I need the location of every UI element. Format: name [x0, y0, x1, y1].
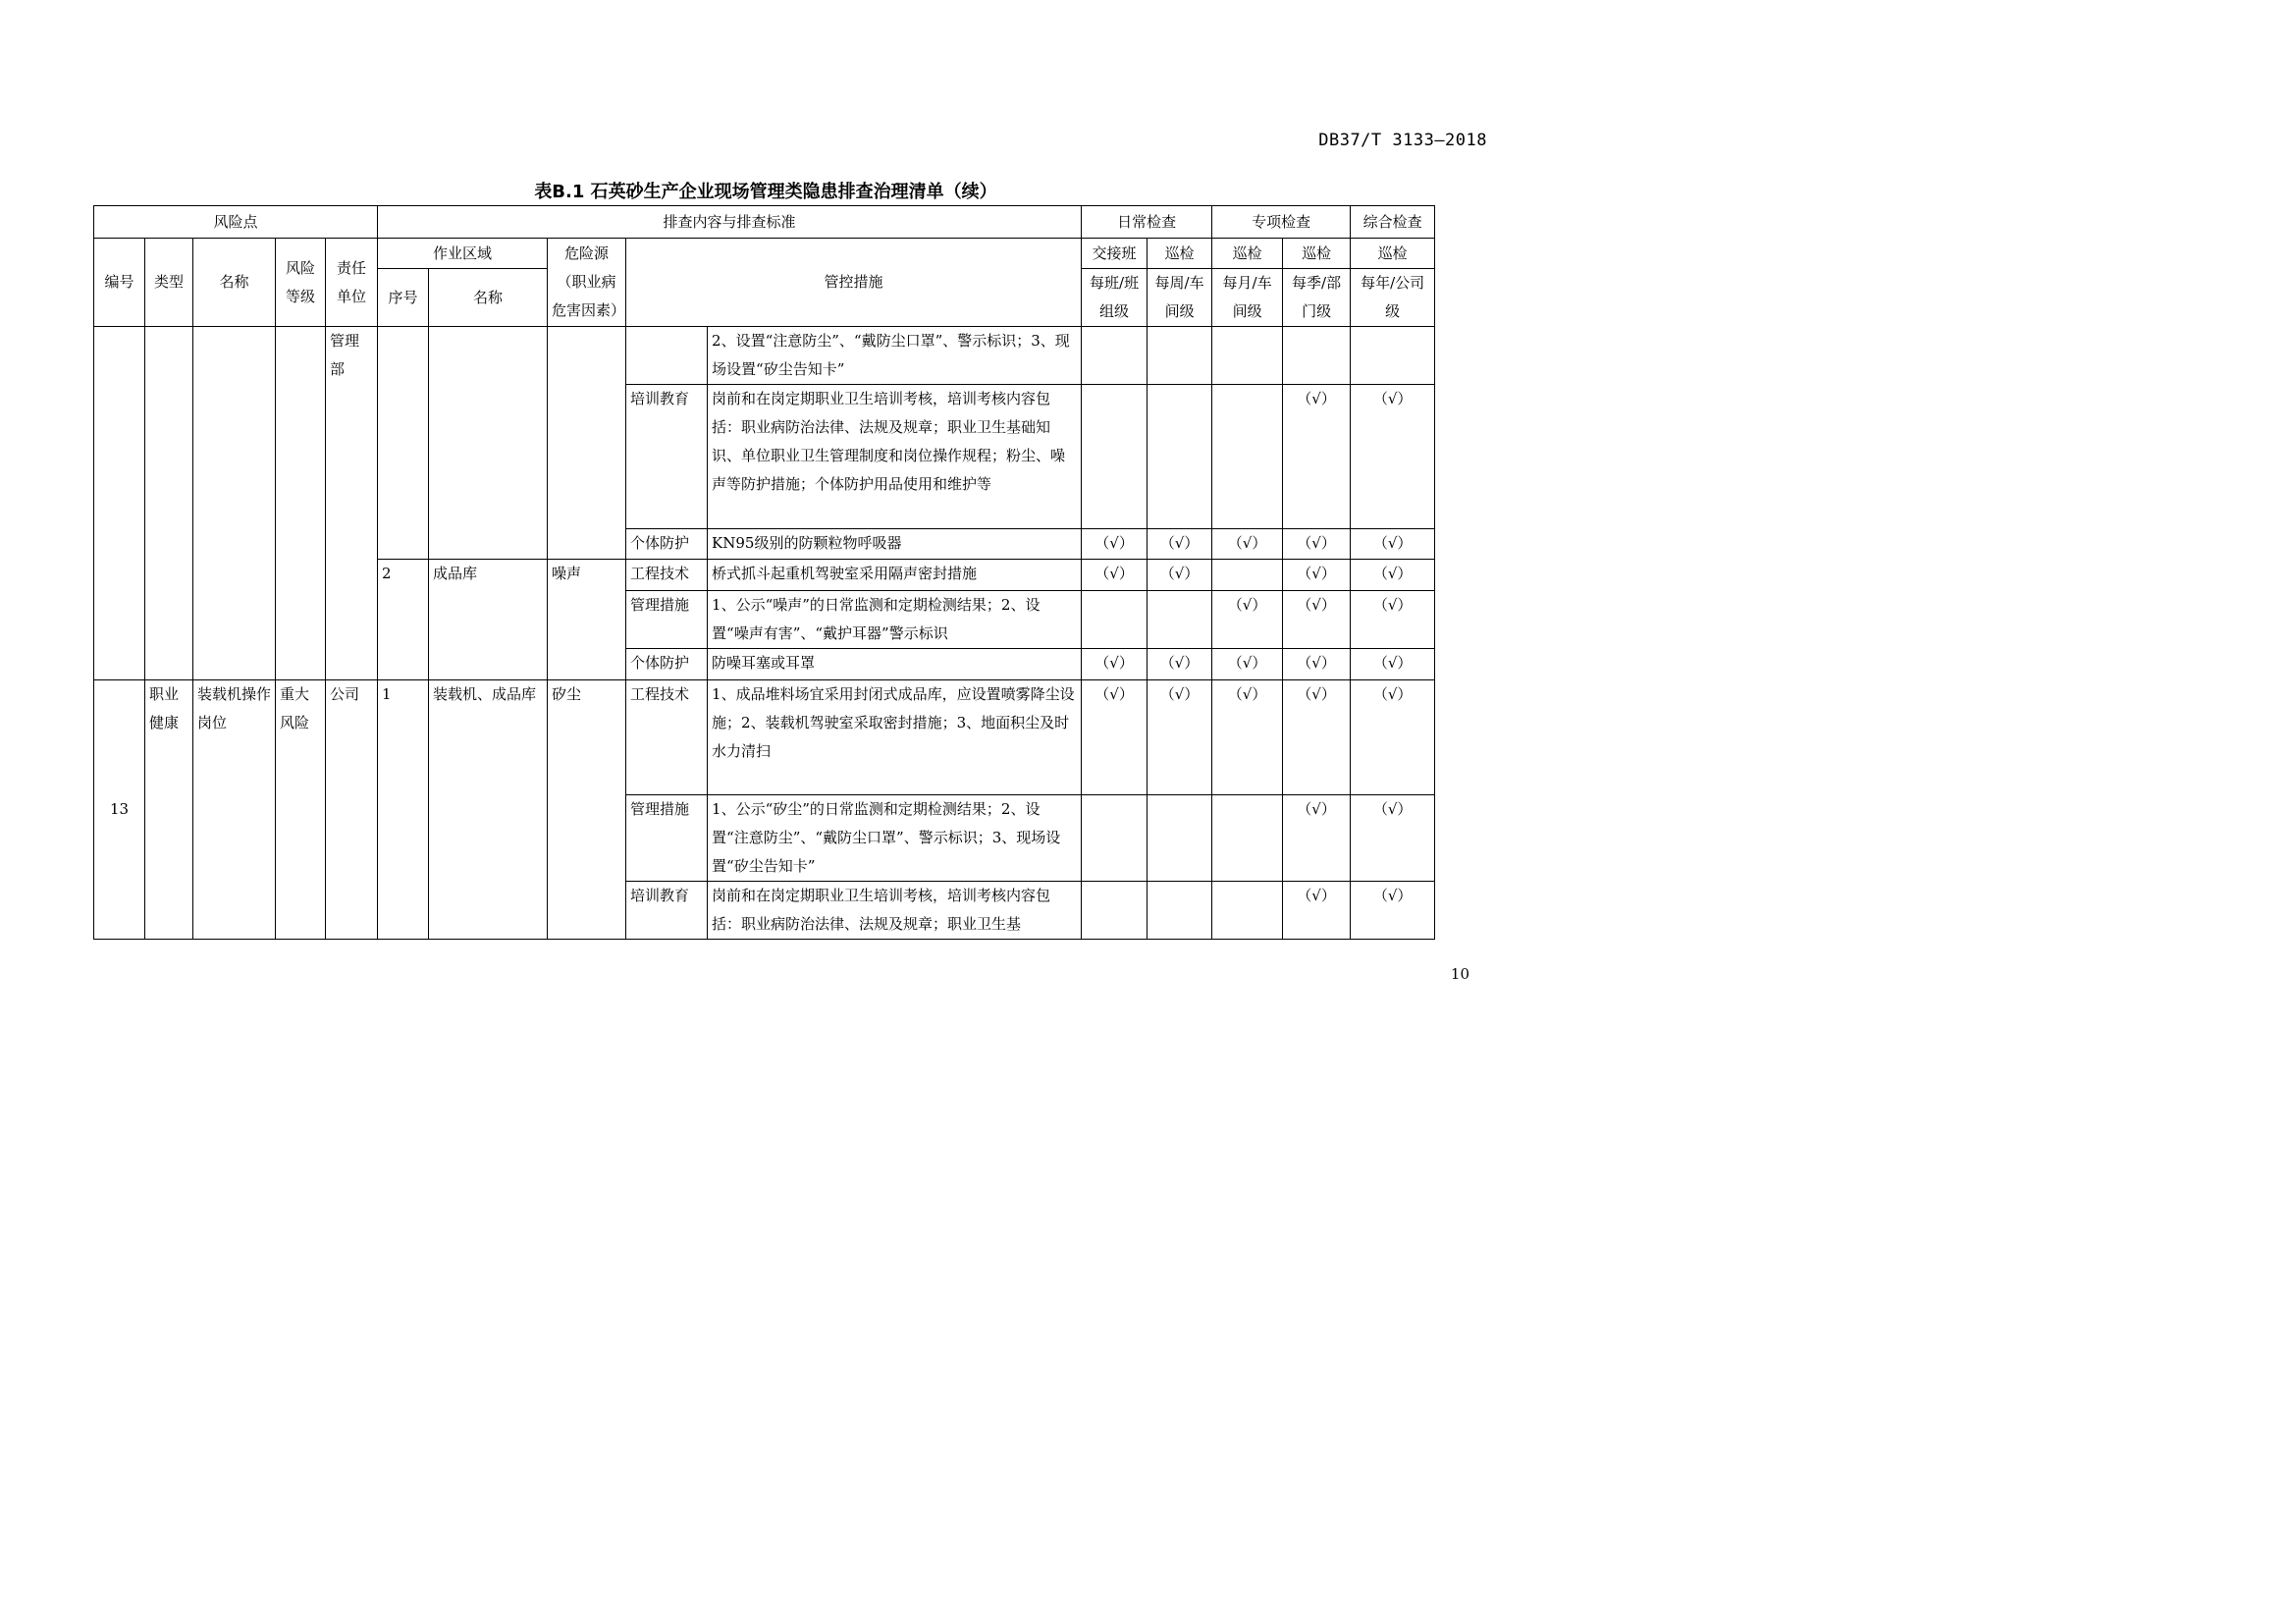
check-mark: （√）: [1212, 680, 1283, 795]
cell-area: 装载机、成品库: [429, 680, 548, 940]
cell-no: [94, 327, 145, 680]
cell-seq: 1: [378, 680, 429, 940]
cell-measure: 1、成品堆料场宜采用封闭式成品库，应设置喷雾降尘设施；2、装载机驾驶室采取密封措施；3、地面积尘及时水力清扫: [708, 680, 1082, 795]
cell-measure: 岗前和在岗定期职业卫生培训考核，培训考核内容包括：职业病防治法律、法规及规章；职业卫生基: [708, 882, 1082, 940]
check-mark: （√）: [1351, 649, 1435, 680]
cell-category: 管理措施: [626, 795, 708, 882]
cell-category: 个体防护: [626, 649, 708, 680]
cell-no: 13: [94, 680, 145, 940]
col-unit: 责任单位: [326, 239, 378, 327]
cell-level: 重大风险: [276, 680, 326, 940]
col-area: 作业区域: [378, 239, 548, 269]
table-row: [94, 680, 1435, 795]
col-seq: 序号: [378, 269, 429, 327]
group-risk-point: 风险点: [94, 206, 378, 239]
check-mark: （√）: [1082, 560, 1148, 591]
cell-measure: 1、公示“噪声”的日常监测和定期检测结果；2、设置“噪声有害”、“戴护耳器”警示标识: [708, 591, 1082, 649]
hazard-table: [93, 205, 1435, 940]
col-level: 风险等级: [276, 239, 326, 327]
check-mark: （√）: [1351, 591, 1435, 649]
cell-unit: 管理部: [326, 327, 378, 680]
cell-category: 培训教育: [626, 385, 708, 529]
cell-measure: 防噪耳塞或耳罩: [708, 649, 1082, 680]
table-row: [94, 327, 1435, 385]
check-mark: （√）: [1351, 882, 1435, 940]
check-mark: （√）: [1148, 680, 1212, 795]
check-mark: （√）: [1283, 649, 1351, 680]
check-mark: （√）: [1351, 560, 1435, 591]
group-special: 专项检查: [1212, 206, 1351, 239]
check-mark: （√）: [1283, 882, 1351, 940]
page-number: 10: [1450, 965, 1469, 983]
check-type-4: 巡检: [1283, 239, 1351, 269]
check-mark: （√）: [1283, 560, 1351, 591]
cell-name: [193, 327, 276, 680]
check-mark: （√）: [1148, 529, 1212, 560]
cell-area: [429, 327, 548, 560]
check-mark: （√）: [1212, 529, 1283, 560]
cell-category: 工程技术: [626, 560, 708, 591]
freq-4: 每季/部门级: [1283, 269, 1351, 327]
cell-hazard: 噪声: [548, 560, 626, 680]
cell-hazard: [548, 327, 626, 560]
check-type-5: 巡检: [1351, 239, 1435, 269]
cell-category: 工程技术: [626, 680, 708, 795]
check-mark: （√）: [1082, 649, 1148, 680]
freq-3: 每月/车间级: [1212, 269, 1283, 327]
col-measures: 管控措施: [626, 239, 1082, 327]
freq-5: 每年/公司级: [1351, 269, 1435, 327]
check-type-2: 巡检: [1148, 239, 1212, 269]
freq-2: 每周/车间级: [1148, 269, 1212, 327]
check-mark: （√）: [1212, 649, 1283, 680]
cell-measure: KN95级别的防颗粒物呼吸器: [708, 529, 1082, 560]
col-hazard: 危险源（职业病危害因素）: [548, 239, 626, 327]
table-title: 表B.1 石英砂生产企业现场管理类隐患排查治理清单（续）: [534, 182, 997, 202]
check-mark: （√）: [1283, 591, 1351, 649]
check-mark: （√）: [1283, 795, 1351, 882]
cell-category: 个体防护: [626, 529, 708, 560]
cell-area: 成品库: [429, 560, 548, 680]
cell-seq: [378, 327, 429, 560]
col-name: 名称: [193, 239, 276, 327]
cell-level: [276, 327, 326, 680]
cell-unit: 公司: [326, 680, 378, 940]
col-no: 编号: [94, 239, 145, 327]
freq-1: 每班/班组级: [1082, 269, 1148, 327]
cell-hazard: 矽尘: [548, 680, 626, 940]
check-mark: （√）: [1283, 385, 1351, 529]
group-content: 排查内容与排查标准: [378, 206, 1082, 239]
cell-seq: 2: [378, 560, 429, 680]
group-overall: 综合检查: [1351, 206, 1435, 239]
check-mark: （√）: [1283, 680, 1351, 795]
check-type-1: 交接班: [1082, 239, 1148, 269]
check-type-3: 巡检: [1212, 239, 1283, 269]
check-mark: （√）: [1351, 680, 1435, 795]
check-mark: （√）: [1082, 529, 1148, 560]
cell-type: 职业健康: [145, 680, 193, 940]
check-mark: （√）: [1351, 385, 1435, 529]
cell-category: 管理措施: [626, 591, 708, 649]
standard-code: DB37/T 3133—2018: [1318, 131, 1487, 150]
col-type: 类型: [145, 239, 193, 327]
cell-measure: 1、公示“矽尘”的日常监测和定期检测结果；2、设置“注意防尘”、“戴防尘口罩”、警示标识；3、现场设置“矽尘告知卡”: [708, 795, 1082, 882]
cell-category: 培训教育: [626, 882, 708, 940]
cell-measure: 2、设置“注意防尘”、“戴防尘口罩”、警示标识；3、现场设置“矽尘告知卡”: [708, 327, 1082, 385]
cell-type: [145, 327, 193, 680]
check-mark: （√）: [1351, 529, 1435, 560]
col-area-name: 名称: [429, 269, 548, 327]
check-mark: （√）: [1148, 560, 1212, 591]
cell-category: [626, 327, 708, 385]
check-mark: （√）: [1148, 649, 1212, 680]
check-mark: （√）: [1212, 591, 1283, 649]
check-mark: （√）: [1351, 795, 1435, 882]
cell-name: 装载机操作岗位: [193, 680, 276, 940]
cell-measure: 岗前和在岗定期职业卫生培训考核，培训考核内容包括：职业病防治法律、法规及规章；职业卫生基础知识、单位职业卫生管理制度和岗位操作规程；粉尘、噪声等防护措施；个体防护用品使用和维护等: [708, 385, 1082, 529]
cell-measure: 桥式抓斗起重机驾驶室采用隔声密封措施: [708, 560, 1082, 591]
check-mark: （√）: [1082, 680, 1148, 795]
check-mark: （√）: [1283, 529, 1351, 560]
group-daily: 日常检查: [1082, 206, 1212, 239]
